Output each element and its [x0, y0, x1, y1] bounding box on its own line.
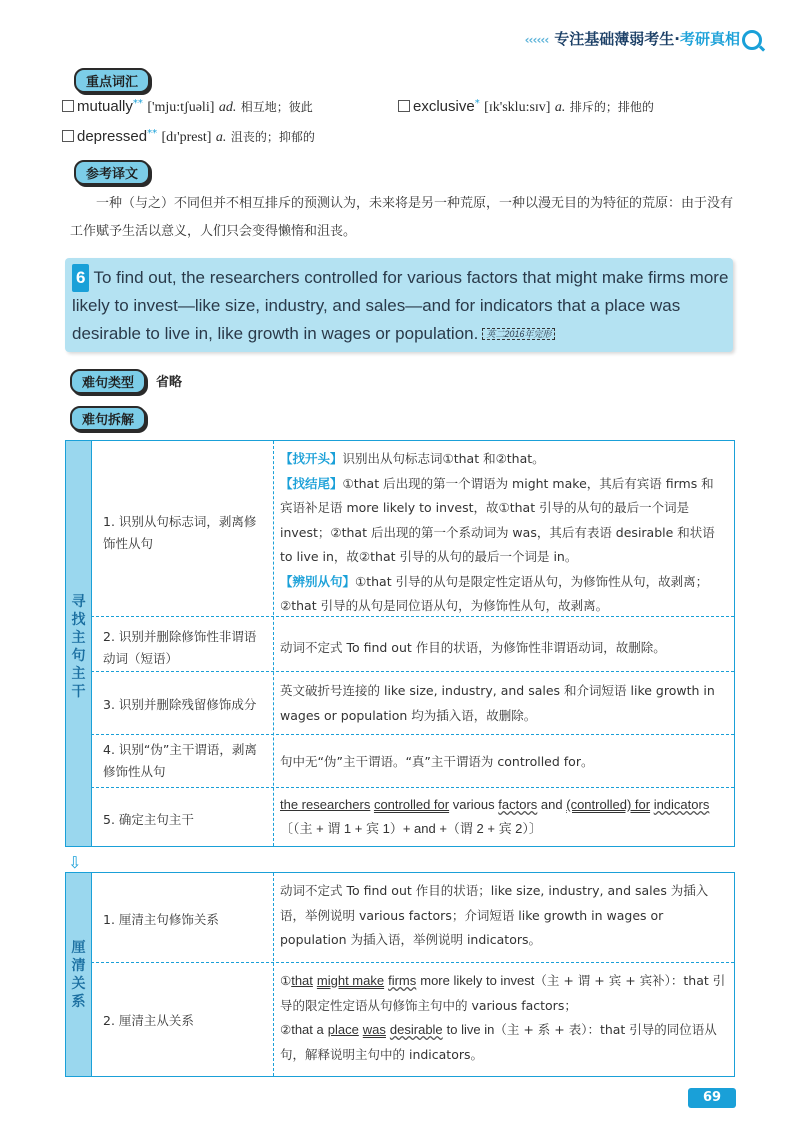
- step-label: 4. 识别“伪”主干谓语，剥离修饰性从句: [103, 742, 257, 779]
- step-label: 1. 识别从句标志词，剥离修饰性从句: [103, 514, 257, 551]
- translation-paragraph: 一种（与之）不同但并不相互排斥的预测认为，未来将是另一种荒原，一种以漫无目的为特征的荒原：由于没有工作赋予生活以意义，人们只会变得懒惰和沮丧。: [70, 196, 734, 239]
- sentence-text: [72, 264, 732, 348]
- vocab-item-exclusive: exclusive* [ɪk'sklu:sɪv] a. 排斥的；排他的: [398, 98, 654, 116]
- step-label: 3. 识别并删除残留修饰成分: [103, 697, 257, 712]
- row-divider: [91, 962, 734, 963]
- step-label: 2. 识别并删除修饰性非谓语动词（短语）: [103, 629, 257, 666]
- row-divider: [91, 734, 734, 735]
- step-label: 5. 确定主句主干: [103, 812, 194, 827]
- sentence-source: 英二2016年完形: [482, 328, 555, 340]
- section-tag-type: 难句类型: [70, 369, 146, 394]
- breakdown-table-relations: [65, 872, 735, 1077]
- header-arrows: ‹‹‹‹‹‹: [524, 33, 549, 47]
- section-tag-breakdown: 难句拆解: [70, 406, 146, 431]
- side-label-text: 厘 清 关 系: [71, 940, 86, 1010]
- checkbox-icon: [62, 100, 74, 112]
- page-header: [525, 28, 740, 49]
- vocab-item-mutually: mutually** ['mju:tʃuəli] ad. 相互地；彼此: [62, 98, 313, 116]
- checkbox-icon: [62, 130, 74, 142]
- page-number: 69: [688, 1088, 736, 1108]
- main-clause-analysis: the researchers controlled for various factors and (controlled) for indicators 〔（主 + 谓 1 + 宾 1）+ and +（谓 2 + 宾 2）〕: [280, 797, 710, 836]
- row-divider: [91, 787, 734, 788]
- row-divider: [91, 671, 734, 672]
- vocab-item-depressed: depressed** [dɪ'prest] a. 沮丧的；抑郁的: [62, 128, 315, 146]
- checkbox-icon: [398, 100, 410, 112]
- column-divider: [273, 441, 274, 846]
- section-tag-translation: 参考译文: [74, 160, 150, 185]
- sentence-body: To find out, the researchers controlled for various factors that might make firms more likely to invest—like size, industry, and sales—and for indicators that a place was desirable to live in, like growth in wages or population.: [72, 268, 729, 343]
- section-tag-vocab: 重点词汇: [74, 68, 150, 93]
- step-detail: 英文破折号连接的 like size, industry, and sales 和介词短语 like growth in wages or population 均为插入语，故删除。: [280, 683, 715, 723]
- sentence-number: 6: [72, 264, 89, 292]
- step-label: 1. 厘清主句修饰关系: [103, 912, 219, 927]
- breakdown-table-main: [65, 440, 735, 847]
- step-detail: 动词不定式 To find out 作目的状语，为修饰性非谓语动词，故删除。: [280, 640, 666, 655]
- step-detail: ①that might make firms more likely to invest（主 + 谓 + 宾 + 宾补）：that 引导的限定性定语从句修饰主句中的 various factors； ②that a place was desirable to live in（主 + 系 + 表）：that 引导的同位语从句，解释说明主句中的 indicators。: [280, 973, 726, 1062]
- step-detail: 句中无“伪”主干谓语。“真”主干谓语为 controlled for。: [280, 754, 594, 769]
- row-divider: [91, 616, 734, 617]
- header-accent: 考研真相: [679, 30, 740, 48]
- step-detail: 动词不定式 To find out 作目的状语；like size, industry, and sales 为插入语，举例说明 various factors；介词短语 like growth in wages or population 为插入语，举例说明 indicators。: [280, 883, 709, 947]
- side-label-text: 寻 找 主 句 主 干: [71, 594, 86, 700]
- down-arrow-icon: ⇩: [68, 853, 82, 872]
- step-label: 2. 厘清主从关系: [103, 1013, 194, 1028]
- step-detail: 【找开头】识别出从句标志词①that 和②that。 【找结尾】①that 后出现的第一个谓语为 might make，其后有宾语 firms 和宾语补足语 more likely to invest，故①that 引导的从句的最后一个词是 invest；②that 后出现的第一个系动词为 was，其后有表语 desirable 和状语 to live in，故②that 引导的从句的最后一个词是 in。 【辨别从句】①that 引导的从句是限定性定语从句，为修饰性从句，故剥离；②that 引导的从句是同位语从句，为修饰性从句，故剥离。: [280, 451, 715, 613]
- search-icon: [742, 30, 762, 50]
- sentence-type-value: 省略: [156, 375, 183, 390]
- header-text: 专注基础薄弱考生·: [554, 30, 680, 48]
- column-divider: [273, 873, 274, 1076]
